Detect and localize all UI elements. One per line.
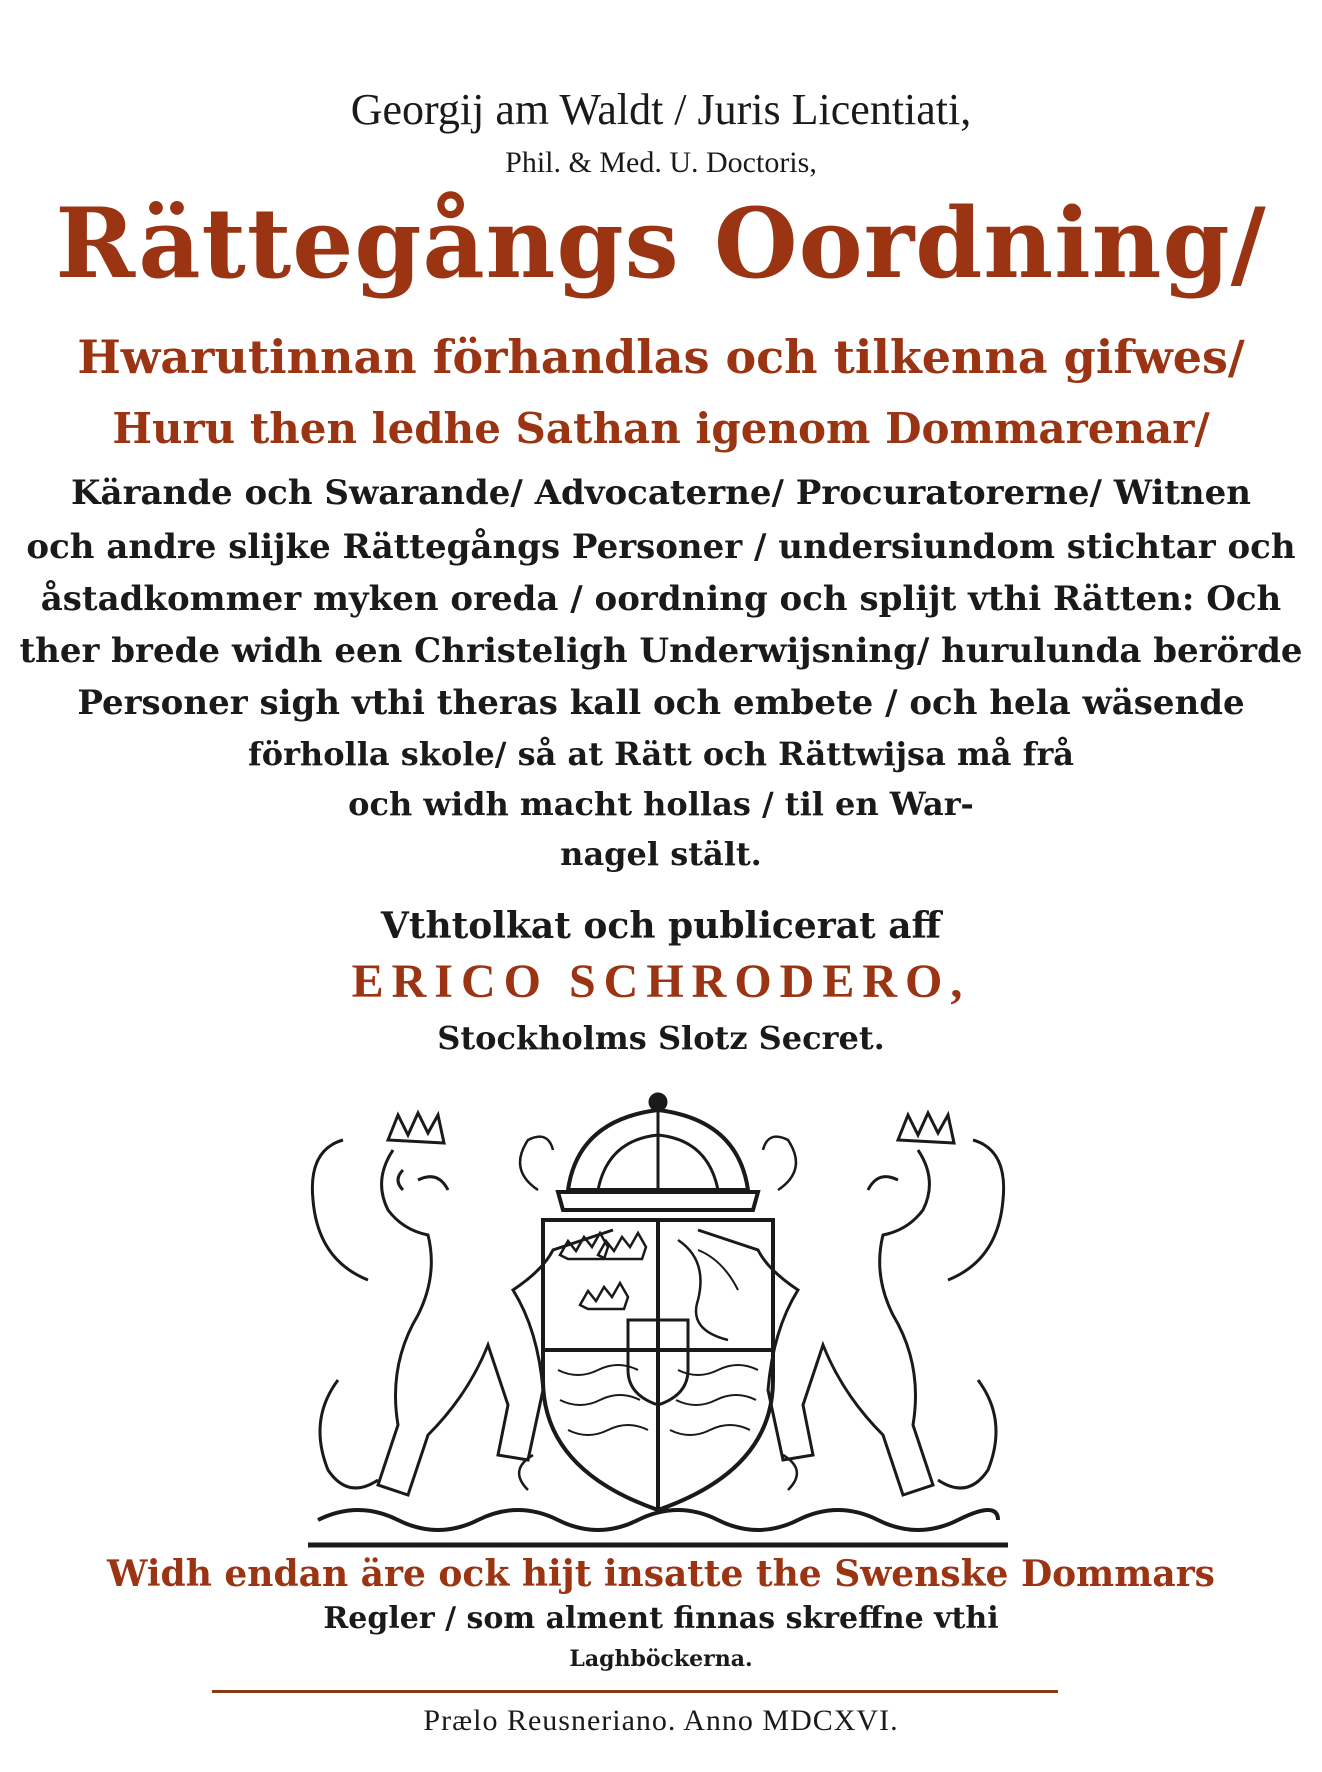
book-title: Rättegångs Oordning/ (55, 187, 1267, 300)
body-line-2: och andre slijke Rättegångs Personer / undersiundom stichtar och (26, 527, 1296, 567)
body-line-8: nagel stält. (560, 835, 762, 873)
footer-line-3: Laghböckerna. (569, 1646, 753, 1672)
swedish-royal-coat-of-arms-icon (298, 1080, 1018, 1550)
author-degrees: Phil. & Med. U. Doctoris, (505, 146, 817, 179)
body-line-4: ther brede widh een Christeligh Underwijsning/ hurulunda berörde (19, 631, 1303, 671)
subtitle-line-2: Huru then ledhe Sathan igenom Dommarenar/ (112, 404, 1210, 453)
imprint: Prælo Reusneriano. Anno MDCXVI. (423, 1704, 899, 1737)
translator-name: ERICO SCHRODERO, (351, 955, 971, 1008)
body-line-7: och widh macht hollas / til en War- (348, 785, 974, 823)
footer-line-2: Regler / som alment finnas skreffne vthi (323, 1601, 999, 1636)
translator-office: Stockholms Slotz Secret. (437, 1019, 885, 1057)
subtitle-line-1: Hwarutinnan förhandlas och tilkenna gifwes/ (77, 330, 1245, 384)
author-line: Georgij am Waldt / Juris Licentiati, (350, 85, 972, 134)
translator-intro: Vthtolkat och publicerat aff (380, 905, 942, 947)
body-line-3: åstadkommer myken oreda / oordning och splijt vthi Rätten: Och (40, 579, 1282, 619)
body-line-6: förholla skole/ så at Rätt och Rättwijsa må frå (247, 735, 1075, 773)
divider-rule (212, 1690, 1058, 1693)
footer-line-1: Widh endan äre ock hijt insatte the Swenske Dommars (107, 1553, 1215, 1595)
body-line-1: Kärande och Swarande/ Advocaterne/ Procuratorerne/ Witnen (70, 473, 1252, 513)
body-line-5: Personer sigh vthi theras kall och embete / och hela wäsende (77, 683, 1245, 723)
